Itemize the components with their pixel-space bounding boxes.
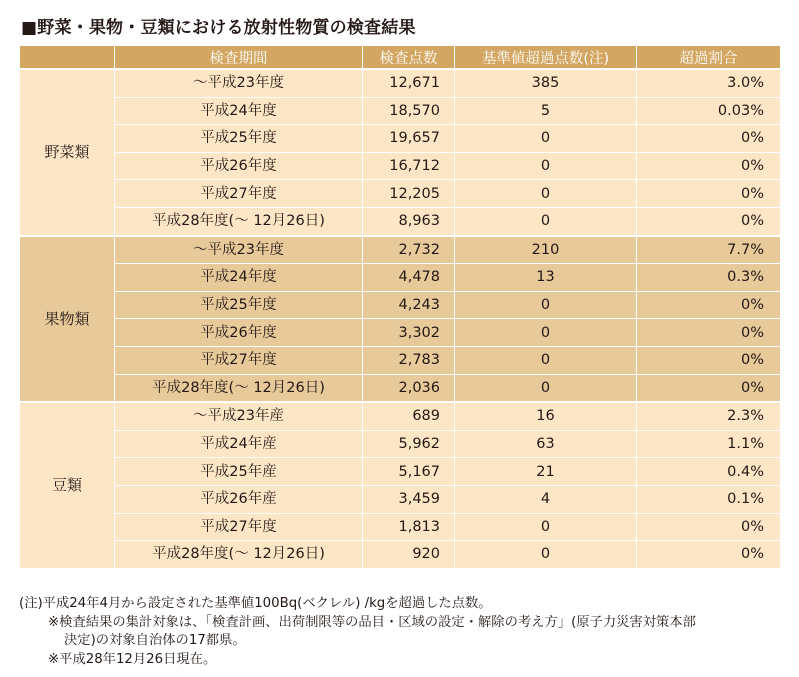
exceed-cell: 16: [455, 402, 637, 430]
exceed-cell: 0: [455, 513, 637, 541]
count-cell: 2,036: [363, 374, 455, 402]
count-cell: 5,167: [363, 458, 455, 486]
ratio-cell: 0%: [637, 152, 781, 180]
count-cell: 689: [363, 402, 455, 430]
exceed-cell: 5: [455, 97, 637, 125]
count-cell: 920: [363, 541, 455, 569]
results-table: [19, 45, 781, 569]
table-row: [20, 207, 781, 235]
table-row: [20, 346, 781, 374]
exceed-cell: 0: [455, 125, 637, 153]
count-cell: 19,657: [363, 125, 455, 153]
period-cell: 平成27年度: [115, 513, 363, 541]
table-row: [20, 541, 781, 569]
count-cell: 18,570: [363, 97, 455, 125]
period-cell: 平成26年度: [115, 152, 363, 180]
table-row: [20, 180, 781, 208]
exceed-cell: 0: [455, 207, 637, 235]
ratio-cell: 3.0%: [637, 69, 781, 97]
header-count: 検査点数: [363, 46, 455, 70]
ratio-cell: 0%: [637, 125, 781, 153]
footnote-standard: (注)平成24年4月から設定された基準値100Bq(ベクレル) /kgを超過した点数。: [19, 596, 492, 611]
ratio-cell: 2.3%: [637, 402, 781, 430]
ratio-cell: 0%: [637, 180, 781, 208]
footnote-scope-continued: 決定)の対象自治体の17都県。: [64, 633, 246, 648]
table-header-row: [20, 46, 781, 70]
period-cell: 平成28年度(～ 12月26日): [115, 541, 363, 569]
count-cell: 2,783: [363, 346, 455, 374]
category-cell: 豆類: [20, 402, 115, 568]
table-row: [20, 402, 781, 430]
count-cell: 3,459: [363, 485, 455, 513]
ratio-cell: 1.1%: [637, 430, 781, 458]
period-cell: 平成27年度: [115, 180, 363, 208]
ratio-cell: 0.03%: [637, 97, 781, 125]
period-cell: 平成24年度: [115, 264, 363, 292]
exceed-cell: 0: [455, 291, 637, 319]
page-title: ■野菜・果物・豆類における放射性物質の検査結果: [21, 18, 416, 38]
ratio-cell: 7.7%: [637, 236, 781, 264]
period-cell: 平成24年度: [115, 97, 363, 125]
count-cell: 5,962: [363, 430, 455, 458]
period-cell: 平成26年度: [115, 319, 363, 347]
exceed-cell: 21: [455, 458, 637, 486]
table-row: [20, 97, 781, 125]
header-period: 検査期間: [115, 46, 363, 70]
table-row: [20, 125, 781, 153]
table-row: [20, 236, 781, 264]
exceed-cell: 4: [455, 485, 637, 513]
table-row: [20, 264, 781, 292]
table-row: [20, 69, 781, 97]
table-row: [20, 152, 781, 180]
table-row: [20, 430, 781, 458]
period-cell: ～平成23年度: [115, 69, 363, 97]
ratio-cell: 0.1%: [637, 485, 781, 513]
header-ratio: 超過割合: [637, 46, 781, 70]
ratio-cell: 0%: [637, 541, 781, 569]
count-cell: 4,478: [363, 264, 455, 292]
exceed-cell: 0: [455, 180, 637, 208]
footnote-date: ※平成28年12月26日現在。: [48, 651, 217, 667]
count-cell: 8,963: [363, 207, 455, 235]
header-corner: [20, 46, 115, 70]
period-cell: 平成27年度: [115, 346, 363, 374]
period-cell: 平成24年産: [115, 430, 363, 458]
header-exceed: 基準値超過点数(注): [455, 46, 637, 70]
ratio-cell: 0%: [637, 346, 781, 374]
period-cell: 平成25年産: [115, 458, 363, 486]
table-row: [20, 319, 781, 347]
period-cell: ～平成23年度: [115, 236, 363, 264]
table-body: [20, 69, 781, 568]
exceed-cell: 210: [455, 236, 637, 264]
ratio-cell: 0.3%: [637, 264, 781, 292]
exceed-cell: 0: [455, 319, 637, 347]
count-cell: 12,671: [363, 69, 455, 97]
exceed-cell: 13: [455, 264, 637, 292]
category-cell: 野菜類: [20, 69, 115, 236]
ratio-cell: 0%: [637, 513, 781, 541]
exceed-cell: 0: [455, 152, 637, 180]
footnote-scope: ※検査結果の集計対象は、「検査計画、出荷制限等の品目・区域の設定・解除の考え方」(原子力災害対策本部: [48, 614, 696, 630]
category-cell: 果物類: [20, 236, 115, 403]
exceed-cell: 385: [455, 69, 637, 97]
table-row: [20, 513, 781, 541]
ratio-cell: 0%: [637, 207, 781, 235]
count-cell: 4,243: [363, 291, 455, 319]
table-row: [20, 291, 781, 319]
exceed-cell: 0: [455, 541, 637, 569]
period-cell: 平成28年度(～ 12月26日): [115, 207, 363, 235]
count-cell: 1,813: [363, 513, 455, 541]
count-cell: 12,205: [363, 180, 455, 208]
footnotes: [19, 595, 784, 669]
period-cell: 平成26年産: [115, 485, 363, 513]
ratio-cell: 0%: [637, 291, 781, 319]
period-cell: ～平成23年産: [115, 402, 363, 430]
exceed-cell: 0: [455, 346, 637, 374]
period-cell: 平成25年度: [115, 125, 363, 153]
exceed-cell: 63: [455, 430, 637, 458]
period-cell: 平成28年度(～ 12月26日): [115, 374, 363, 402]
period-cell: 平成25年度: [115, 291, 363, 319]
table-row: [20, 374, 781, 402]
count-cell: 3,302: [363, 319, 455, 347]
count-cell: 16,712: [363, 152, 455, 180]
table-row: [20, 485, 781, 513]
table-row: [20, 458, 781, 486]
count-cell: 2,732: [363, 236, 455, 264]
exceed-cell: 0: [455, 374, 637, 402]
ratio-cell: 0%: [637, 319, 781, 347]
ratio-cell: 0.4%: [637, 458, 781, 486]
ratio-cell: 0%: [637, 374, 781, 402]
